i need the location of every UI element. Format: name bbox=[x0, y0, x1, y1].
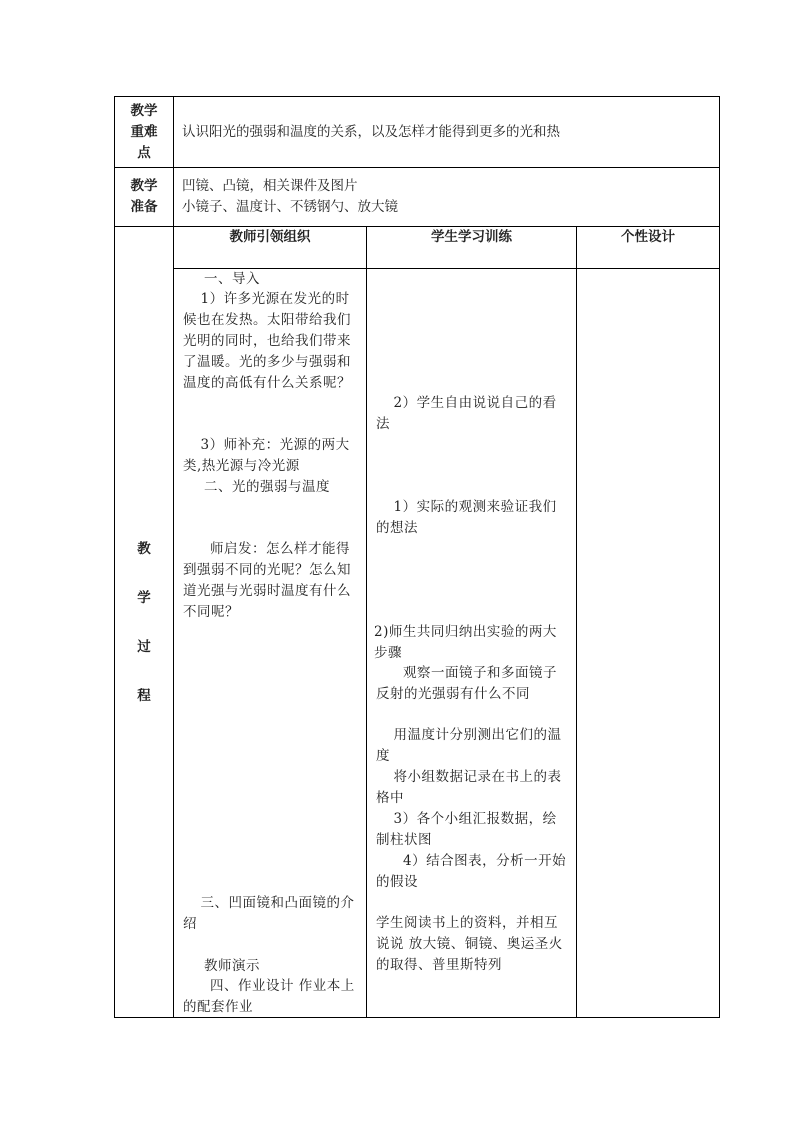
process-label bbox=[115, 227, 174, 1018]
focus-text: 认识阳光的强弱和温度的关系，以及怎样才能得到更多的光和热 bbox=[174, 97, 720, 168]
lesson-plan-table bbox=[114, 96, 720, 1018]
process-label-char: 教 bbox=[137, 540, 151, 557]
design-column bbox=[577, 269, 720, 1018]
teacher-intro-3: 3）师补充：光源的两大类,热光源与冷光源 bbox=[183, 437, 350, 474]
student-reading: 学生阅读书上的资料，并相互说说 放大镜、铜镜、奥运圣火的取得、普里斯特列 bbox=[376, 915, 563, 973]
prep-label-line: 准备 bbox=[130, 199, 158, 215]
header-student: 学生学习训练 bbox=[367, 227, 577, 269]
header-teacher: 教师引领组织 bbox=[174, 227, 367, 269]
student-steps: 2)师生共同归纳出实验的两大步骤 bbox=[374, 624, 557, 661]
process-body-row bbox=[115, 269, 720, 1018]
student-observe: 1）实际的观测来验证我们的想法 bbox=[376, 499, 557, 536]
prep-line: 小镜子、温度计、不锈钢勺、放大镜 bbox=[182, 199, 398, 215]
teacher-column bbox=[174, 269, 367, 1018]
teacher-part3-title: 三、凹面镜和凸面镜的介绍 bbox=[183, 895, 355, 932]
student-analyze: 4）结合图表，分析一开始的假设 bbox=[376, 853, 567, 890]
student-step-b: 用温度计分别测出它们的温度 bbox=[376, 727, 562, 764]
prep-line: 凹镜、凸镜，相关课件及图片 bbox=[182, 178, 358, 194]
focus-label-line: 重难 bbox=[130, 123, 158, 140]
teacher-intro-1: 1）许多光源在发光的时候也在发热。太阳带给我们光明的同时，也给我们带来了温暖。光的多少与强弱和温度的高低有什么关系呢？ bbox=[183, 291, 351, 391]
process-label-char: 程 bbox=[137, 687, 151, 704]
teacher-intro-title: 一、导入 bbox=[204, 271, 260, 287]
focus-row bbox=[115, 97, 720, 168]
process-label-char: 过 bbox=[137, 638, 151, 655]
student-talk: 2）学生自由说说自己的看法 bbox=[376, 395, 557, 432]
focus-label bbox=[115, 97, 174, 168]
teacher-part2-prompt: 师启发：怎么样才能得到强弱不同的光呢？怎么知道光强与光弱时温度有什么不同呢？ bbox=[183, 541, 351, 620]
process-label-char: 学 bbox=[137, 589, 151, 606]
student-column bbox=[367, 269, 577, 1018]
student-step-a: 观察一面镜子和多面镜子反射的光强弱有什么不同 bbox=[376, 665, 557, 702]
teacher-demo: 教师演示 bbox=[204, 958, 260, 974]
student-step-c: 将小组数据记录在书上的表格中 bbox=[376, 769, 562, 806]
focus-label-line: 教学 bbox=[130, 102, 158, 119]
student-report: 3）各个小组汇报数据，绘制柱状图 bbox=[376, 811, 557, 848]
prep-content bbox=[174, 168, 720, 227]
process-header-row bbox=[115, 227, 720, 269]
header-design: 个性设计 bbox=[577, 227, 720, 269]
prep-label-line: 教学 bbox=[130, 178, 158, 194]
teacher-part2-title: 二、光的强弱与温度 bbox=[204, 479, 330, 495]
focus-label-line: 点 bbox=[137, 144, 151, 161]
prep-row bbox=[115, 168, 720, 227]
teacher-part4: 四、作业设计 作业本上的配套作业 bbox=[183, 978, 355, 1015]
prep-label bbox=[115, 168, 174, 227]
